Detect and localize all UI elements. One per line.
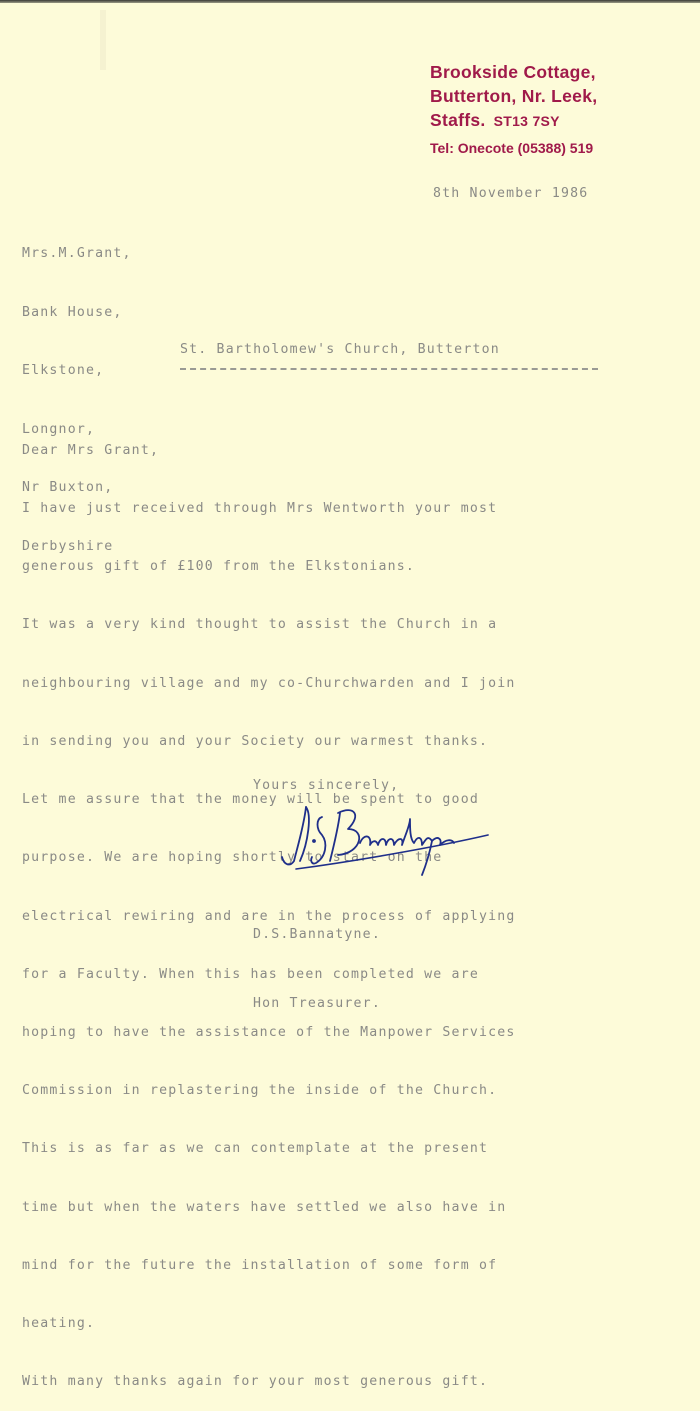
subject-underline — [180, 368, 598, 370]
body-line: With many thanks again for your most generous gift. — [22, 1374, 489, 1390]
body-line: hoping to have the assistance of the Manpower Services — [22, 1025, 516, 1040]
body-line: electrical rewiring and are in the process of applying — [22, 908, 516, 924]
signer-title: Hon Treasurer. — [253, 996, 381, 1011]
body-line: time but when the waters have settled we also have in — [22, 1199, 507, 1215]
body-line: neighbouring village and my co-Churchwarden and I join — [22, 675, 516, 691]
signer-name: D.S.Bannatyne. — [253, 927, 381, 942]
paper-stain — [100, 10, 106, 70]
letterhead-postcode: ST13 7SY — [493, 113, 560, 129]
body-line: purpose. We are hoping shortly to start on the — [22, 850, 443, 866]
letter-date: 8th November 1986 — [433, 186, 589, 201]
body-line: mind for the future the installation of some form of — [22, 1257, 498, 1273]
body-line: in sending you and your Society our warmest thanks. — [22, 733, 489, 749]
salutation: Dear Mrs Grant, — [22, 442, 160, 458]
body-line: Commission in replastering the inside of the Church. — [22, 1083, 498, 1099]
address-line: Longnor, — [22, 421, 96, 437]
body-line: I have just received through Mrs Wentworth your most — [22, 501, 498, 517]
letterhead — [430, 60, 597, 159]
signer-block — [253, 877, 381, 1038]
address-line: Nr Buxton, — [22, 480, 114, 495]
letterhead-line-2: Butterton, Nr. Leek, — [430, 86, 598, 106]
letterhead-line-3 — [430, 108, 597, 133]
body-line: heating. — [22, 1316, 96, 1332]
subject-heading: St. Bartholomew's Church, Butterton — [180, 342, 500, 357]
body-line: It was a very kind thought to assist the Church in a — [22, 617, 498, 633]
closing: Yours sincerely, — [253, 778, 400, 793]
body-line: Let me assure that the money will be spent to good — [22, 792, 479, 808]
address-line: Mrs.M.Grant, — [22, 246, 132, 261]
body-line: for a Faculty. When this has been completed we are — [22, 966, 479, 982]
signature-icon — [276, 795, 526, 885]
scan-top-edge — [0, 0, 700, 3]
letterhead-county: Staffs. — [430, 110, 486, 130]
body-line: generous gift of £100 from the Elkstonians. — [22, 559, 416, 575]
address-line: Elkstone, — [22, 363, 105, 378]
address-line: Derbyshire — [22, 538, 114, 554]
letterhead-line-1: Brookside Cottage, — [430, 62, 596, 82]
address-line: Bank House, — [22, 304, 123, 320]
body-line: This is as far as we can contemplate at the present — [22, 1141, 489, 1157]
letterhead-telephone: Tel: Onecote (05388) 519 — [430, 140, 594, 156]
